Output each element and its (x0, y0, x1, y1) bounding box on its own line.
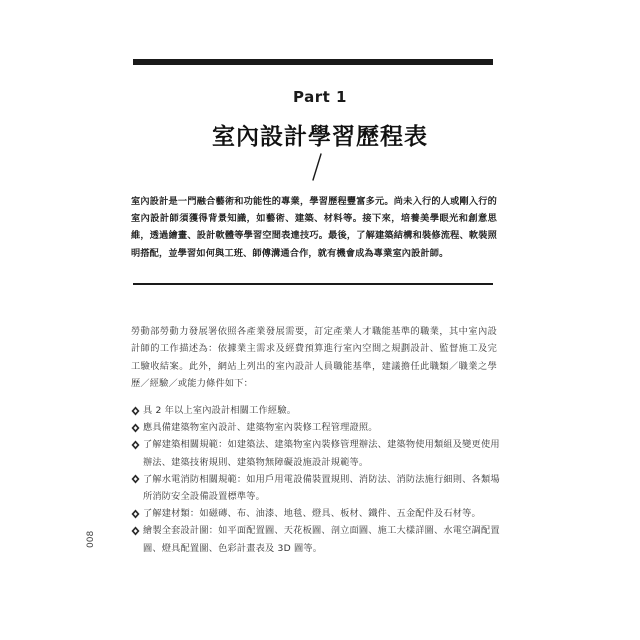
list-item-text: 了解建築相關規範：如建築法、建築物室內裝修管理辦法、建築物使用類組及變更使用辦法、建築技術規則、建築物無障礙設施設計規範等。 (143, 439, 500, 468)
diamond-bullet-icon (131, 402, 143, 419)
requirements-list (131, 402, 501, 557)
list-item-text: 應具備建築物室內設計、建築物室內裝修工程管理證照。 (143, 422, 378, 434)
intro-paragraph: 室內設計是一門融合藝術和功能性的專業，學習歷程豐富多元。尚未入行的人或剛入行的室內設計師須獲得背景知識，如藝術、建築、材料等。接下來，培養美學眼光和創意思維，透過繪畫、設計軟體等學習空間表達技巧。最後，了解建築結構和裝修流程、軟裝照明搭配，並學習如何與工班、師傅溝通合作，就有機會成為專業室內設計師。 (131, 196, 497, 259)
diamond-bullet-icon (131, 436, 143, 453)
list-item-text: 了解建材類：如磁磚、布、油漆、地毯、燈具、板材、鐵件、五金配件及石材等。 (143, 508, 481, 520)
page-title: 室內設計學習歷程表 (212, 124, 428, 150)
top-rule (133, 59, 493, 65)
diamond-bullet-icon (131, 505, 143, 522)
slash-icon (306, 152, 328, 182)
list-item-text: 繪製全套設計圖：如平面配置圖、天花板圖、剖立面圖、施工大樣詳圖、水電空調配置圖、燈具配置圖、色彩計畫表及 3D 圖等。 (143, 525, 500, 554)
list-item (131, 436, 501, 470)
list-item (131, 419, 501, 436)
page-number: 008 (86, 530, 96, 548)
list-item-text: 具 2 年以上室內設計相關工作經驗。 (143, 405, 297, 416)
body-paragraph: 勞動部勞動力發展署依照各產業發展需要，訂定產業人才職能基準的職業，其中室內設計師的工作描述為：依據業主需求及經費預算進行室內空間之規劃設計、監督施工及完工驗收結案。此外，網站上列出的室內設計人員職能基準，建議擔任此職類／職業之學歷／經驗／或能力條件如下： (131, 326, 497, 390)
list-item (131, 522, 501, 556)
list-item (131, 471, 501, 505)
diamond-bullet-icon (131, 419, 143, 436)
list-item (131, 505, 501, 522)
diamond-bullet-icon (131, 522, 143, 539)
list-item-text: 了解水電消防相關規範：如用戶用電設備裝置規則、消防法、消防法施行細則、各類場所消防安全設備設置標準等。 (143, 473, 500, 503)
diamond-bullet-icon (131, 471, 143, 488)
part-label: Part 1 (293, 88, 347, 106)
list-item (131, 402, 501, 419)
section-divider (133, 283, 493, 285)
